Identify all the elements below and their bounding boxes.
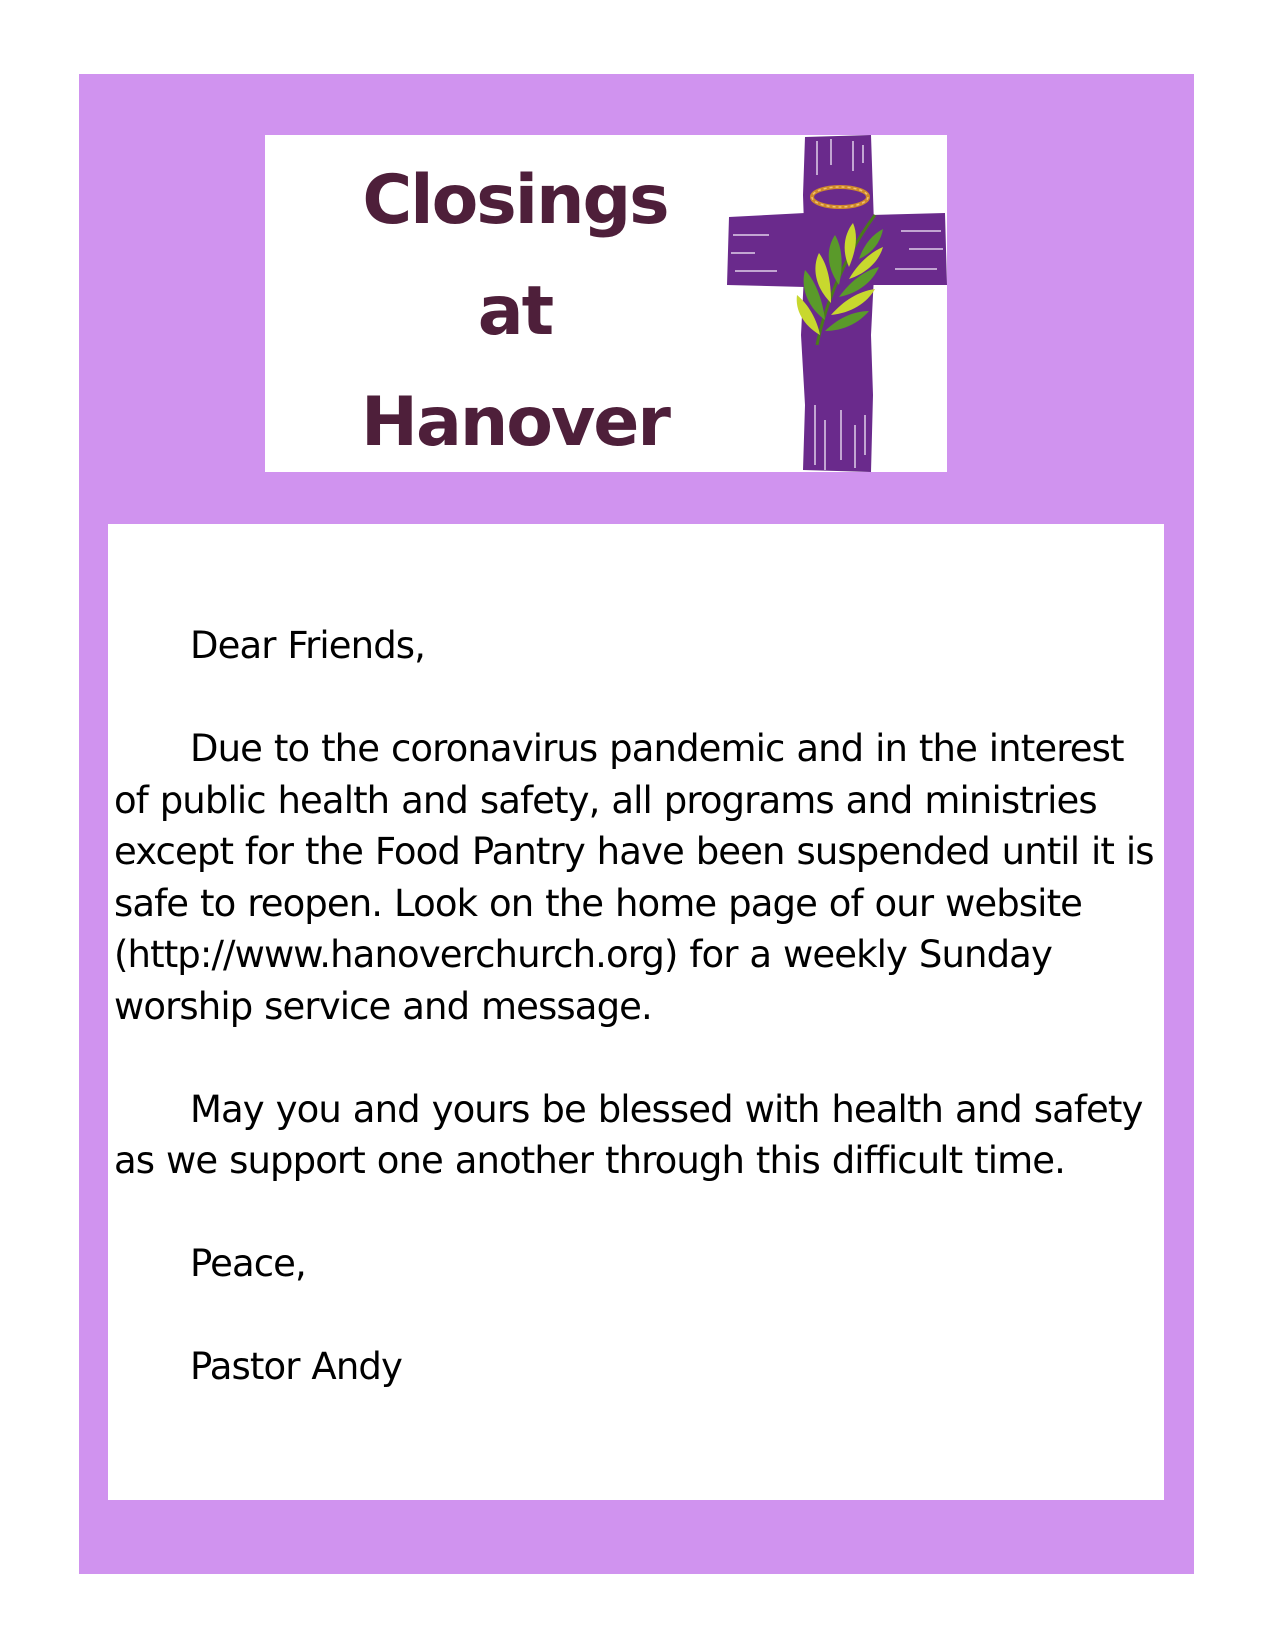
cross-with-palm-icon <box>725 135 947 472</box>
letter-panel <box>108 524 1164 1500</box>
title-line-3: Hanover <box>361 383 669 462</box>
letter-salutation: Dear Friends, <box>190 624 426 667</box>
letter-paragraph-1: Due to the coronavirus pandemic and in the interest of public health and safety, all programs and ministries except for the Food Pantry have been suspended until it is safe to reopen. Look on the home page of our website (http://www.hanoverchurch.org) for a weekly Sunday worship service and message. <box>114 727 1154 1028</box>
letter-body <box>114 620 1154 1444</box>
letter-paragraph-2: May you and yours be blessed with health and safety as we support one another through this difficult time. <box>114 1087 1143 1182</box>
title-line-2: at <box>477 272 553 351</box>
header-banner <box>265 135 947 472</box>
letter-signature: Pastor Andy <box>190 1345 402 1388</box>
title-line-1: Closings <box>362 161 668 240</box>
page-title <box>345 145 685 478</box>
letter-closing: Peace, <box>190 1242 306 1285</box>
